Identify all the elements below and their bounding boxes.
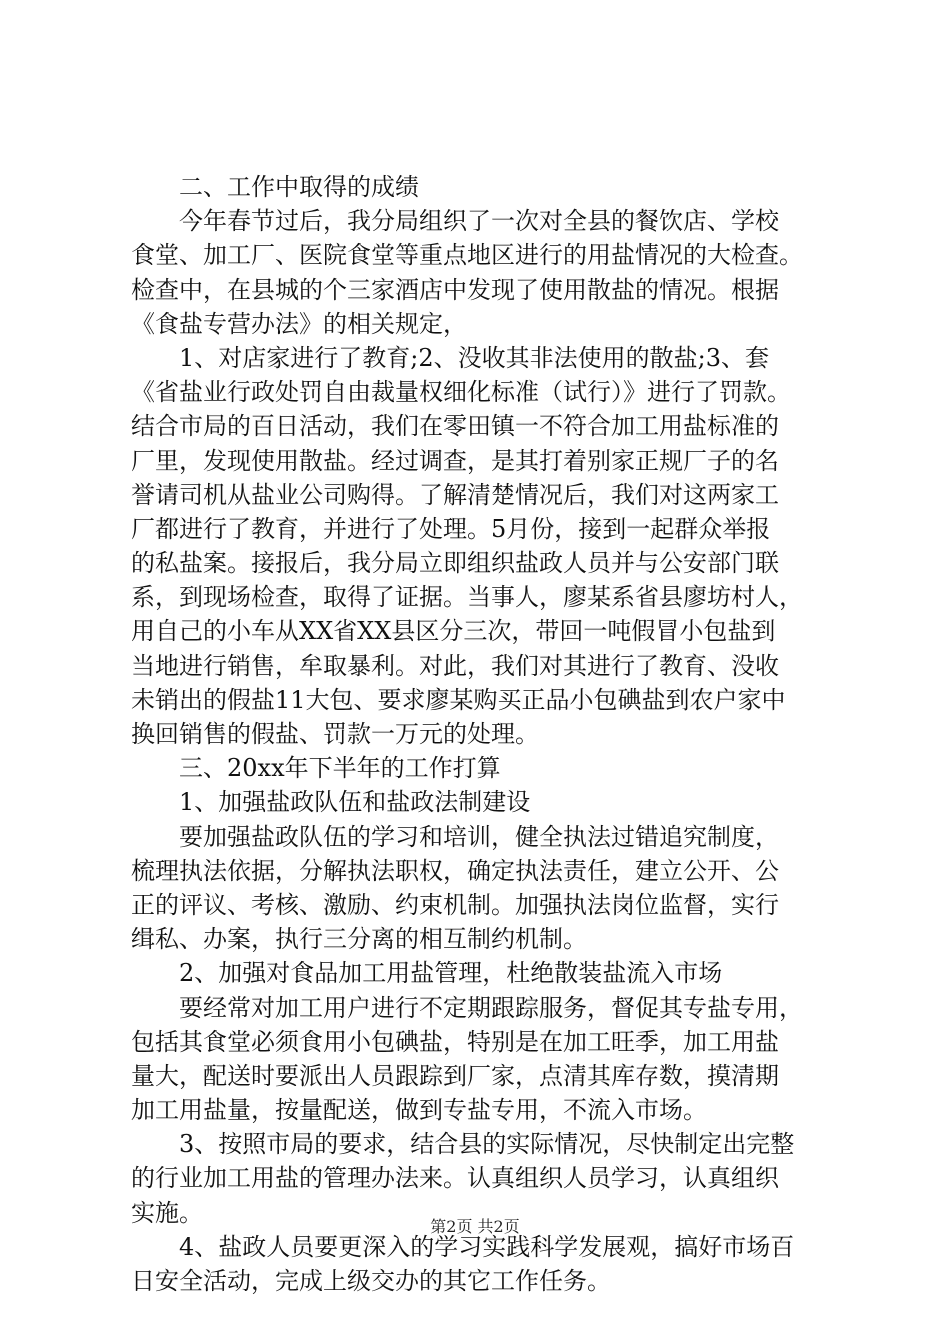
- text-line: 4、盐政人员要更深入的学习实践科学发展观，搞好市场百: [179, 1232, 795, 1261]
- text-line: 梳理执法依据，分解执法职权，确定执法责任，建立公开、公: [131, 856, 779, 885]
- text-line: 厂都进行了教育，并进行了处理。5月份，接到一起群众举报: [131, 514, 771, 543]
- text-line: 《省盐业行政处罚自由裁量权细化标准（试行）》进行了罚款。: [131, 378, 791, 407]
- text-line: 实施。: [131, 1198, 203, 1227]
- text-line: 用自己的小车从XX省XX县区分三次，带回一吨假冒小包盐到: [131, 617, 776, 646]
- text-line: 加工用盐量，按量配送，做到专盐专用，不流入市场。: [131, 1096, 707, 1125]
- text-line: 日安全活动，完成上级交办的其它工作任务。: [131, 1267, 611, 1295]
- text-line: 厂里，发现使用散盐。经过调查，是其打着别家正规厂子的名: [131, 446, 779, 475]
- page-footer: 第2页 共2页: [430, 1217, 520, 1236]
- text-line: 今年春节过后，我分局组织了一次对全县的餐饮店、学校: [179, 207, 779, 236]
- text-line: 结合市局的百日活动，我们在零田镇一不符合加工用盐标准的: [131, 412, 779, 441]
- text-line: 当地进行销售，牟取暴利。对此，我们对其进行了教育、没收: [131, 651, 779, 680]
- text-line: 检查中，在县城的个三家酒店中发现了使用散盐的情况。根据: [131, 275, 779, 304]
- text-line: 要加强盐政队伍的学习和培训，健全执法过错追究制度，: [179, 822, 779, 851]
- text-line: 二、工作中取得的成绩: [179, 173, 419, 201]
- text-line: 系，到现场检查，取得了证据。当事人，廖某系省县廖坊村人，: [131, 583, 803, 612]
- text-line: 换回销售的假盐、罚款一万元的处理。: [131, 720, 539, 748]
- document-body: [131, 170, 831, 1298]
- text-line: 食堂、加工厂、医院食堂等重点地区进行的用盐情况的大检查。: [131, 241, 803, 270]
- text-line: 缉私、办案，执行三分离的相互制约机制。: [131, 925, 587, 954]
- text-line: 要经常对加工用户进行不定期跟踪服务，督促其专盐专用，: [179, 993, 803, 1022]
- text-line: 1、对店家进行了教育;2、没收其非法使用的散盐;3、套: [179, 343, 769, 372]
- text-line: 量大，配送时要派出人员跟踪到厂家，点清其库存数，摸清期: [131, 1061, 779, 1090]
- text-line: 《食盐专营办法》的相关规定，: [131, 309, 467, 338]
- text-line: 2、加强对食品加工用盐管理，杜绝散装盐流入市场: [179, 959, 723, 988]
- text-line: 的行业加工用盐的管理办法来。认真组织人员学习，认真组织: [131, 1164, 779, 1193]
- text-line: 3、按照市局的要求，结合县的实际情况，尽快制定出完整: [179, 1130, 795, 1159]
- text-line: 的私盐案。接报后，我分局立即组织盐政人员并与公安部门联: [131, 549, 779, 578]
- text-line: 誉请司机从盐业公司购得。了解清楚情况后，我们对这两家工: [131, 480, 779, 509]
- text-line: 1、加强盐政队伍和盐政法制建设: [179, 788, 531, 817]
- text-line: 三、20xx年下半年的工作打算: [179, 754, 501, 783]
- text-line: 包括其食堂必须食用小包碘盐，特别是在加工旺季，加工用盐: [131, 1027, 779, 1056]
- text-line: 正的评议、考核、激励、约束机制。加强执法岗位监督，实行: [131, 890, 779, 919]
- text-line: 未销出的假盐11大包、要求廖某购买正品小包碘盐到农户家中: [131, 685, 786, 714]
